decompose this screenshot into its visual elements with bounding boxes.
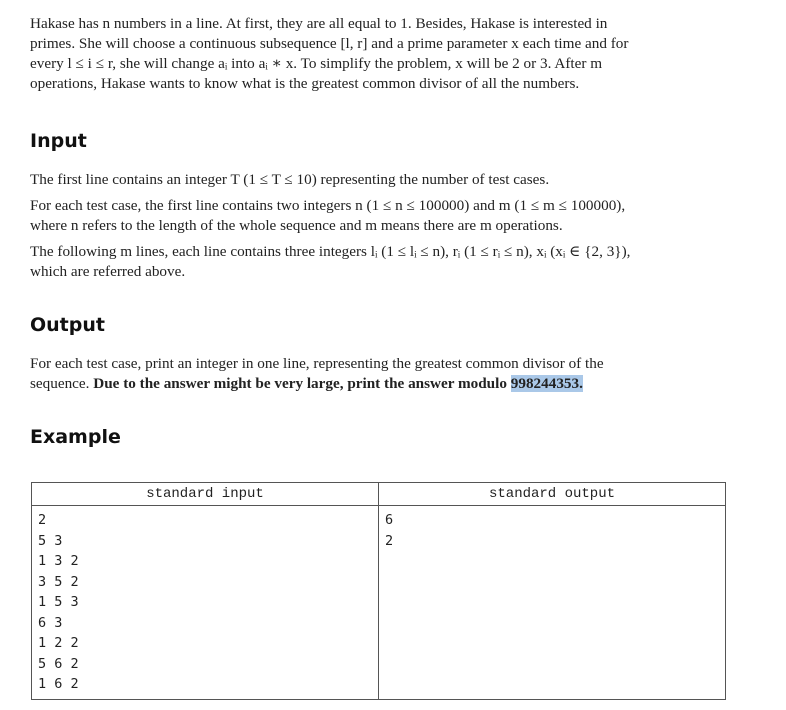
statement-line: operations, Hakase wants to know what is the greatest common divisor of all the numbers. [30,75,580,92]
standard-output-header: standard output [379,483,726,506]
modulo-highlight: 998244353. [510,375,583,392]
input-paragraph: which are referred above. [30,263,186,280]
example-header-row [32,483,726,506]
input-paragraph: where n refers to the length of the whole sequence and m means there are m operations. [30,217,563,234]
output-paragraph-2 [30,374,730,394]
input-paragraph: For each test case, the first line contains two integers n (1 ≤ n ≤ 100000) and m (1 ≤ m ≤ 100000), [30,197,626,214]
problem-statement [30,14,730,94]
standard-input-header: standard input [32,483,379,506]
output-plain-text: sequence. [30,375,94,392]
problem-page [30,14,730,448]
sample-output[interactable]: 6 2 [379,506,726,700]
output-bold-text: Due to the answer might be very large, print the answer modulo [93,375,511,392]
statement-line: every l ≤ i ≤ r, she will change aᵢ into aᵢ ∗ x. To simplify the problem, x will be 2 or 3. After m [30,55,603,72]
input-description [30,170,730,282]
example-body-row [32,506,726,700]
sample-input[interactable]: 2 5 3 1 3 2 3 5 2 1 5 3 6 3 1 2 2 5 6 2 1 6 2 [32,506,379,700]
statement-line: primes. She will choose a continuous subsequence [l, r] and a prime parameter x each time and for [30,35,629,52]
input-paragraph: The first line contains an integer T (1 ≤ T ≤ 10) representing the number of test cases. [30,171,550,188]
output-heading: Output [30,314,105,336]
example-table [31,482,726,700]
statement-line: Hakase has n numbers in a line. At first, they are all equal to 1. Besides, Hakase is interested in [30,15,608,32]
example-heading: Example [30,426,121,448]
input-paragraph: The following m lines, each line contains three integers lᵢ (1 ≤ lᵢ ≤ n), rᵢ (1 ≤ rᵢ ≤ n), xᵢ (xᵢ ∈ {2, 3}), [30,243,631,260]
output-description [30,354,730,394]
output-paragraph: For each test case, print an integer in one line, representing the greatest common divisor of the [30,355,604,372]
input-heading: Input [30,130,87,152]
